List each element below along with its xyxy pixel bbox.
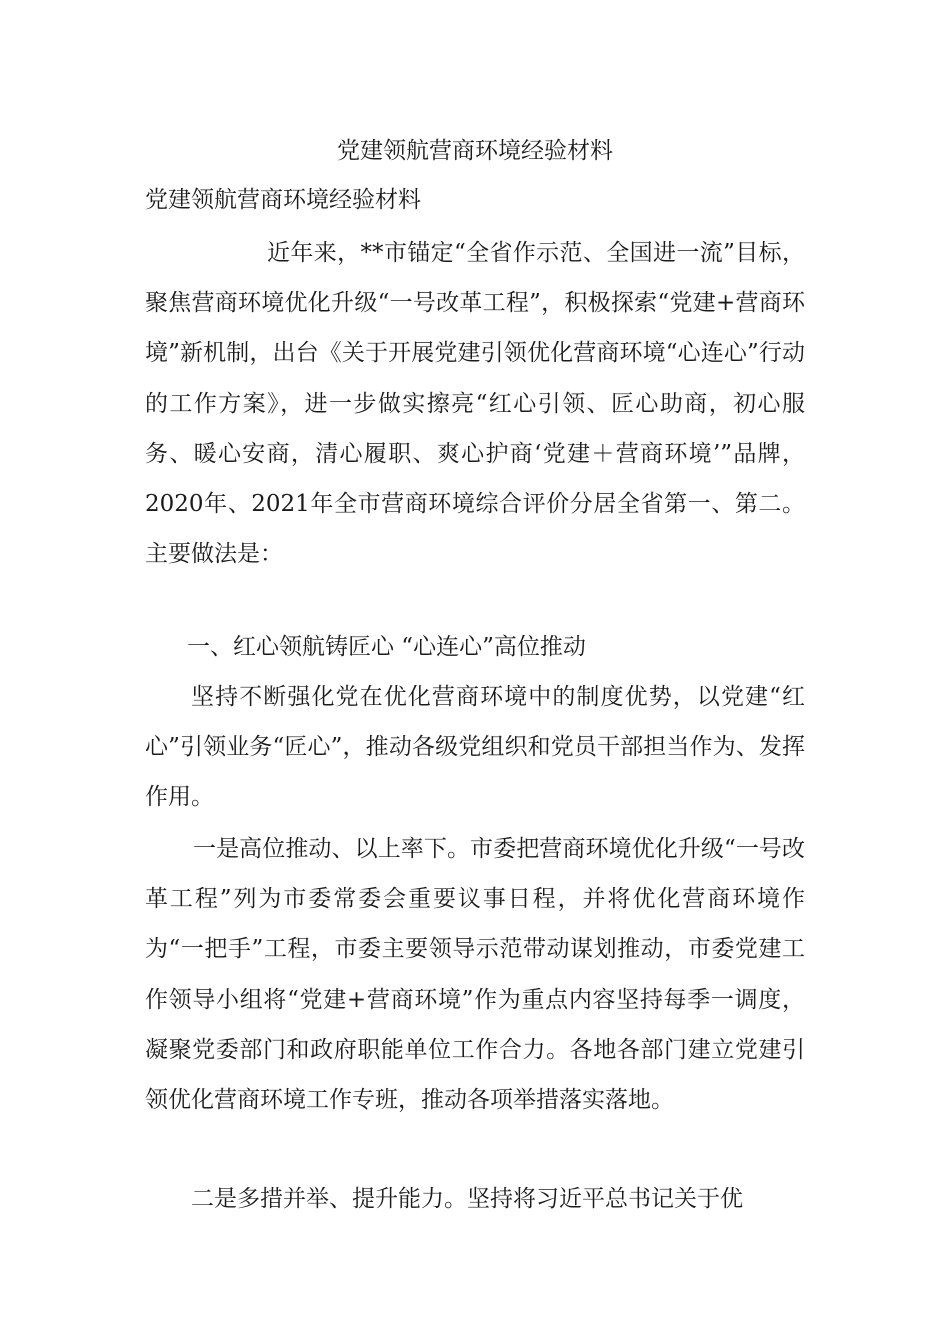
- intro-paragraph: 近年来，**市锚定“全省作示范、全国进一流”目标，聚焦营商环境优化升级“一号改革工程”，积极探索“党建+营商环境”新机制，出台《关于开展党建引领优化营商环境“心连心”行动的工作方案》，进一步做实擦亮“红心引领、匠心助商，初心服务、暖心安商，清心履职、爽心护商‘党建＋营商环境’”品牌，2020年、2021年全市营商环境综合评价分居全省第一、第二。主要做法是：: [145, 240, 805, 568]
- body-paragraph-3: 二是多措并举、提升能力。坚持将习近平总书记关于优: [191, 1186, 743, 1212]
- body-paragraph-1: 坚持不断强化党在优化营商环境中的制度优势，以党建“红心”引领业务“匠心”，推动各级党组织和党员干部担当作为、发挥作用。: [145, 684, 805, 811]
- document-title: 党建领航营商环境经验材料: [337, 138, 613, 164]
- body-paragraph-2: 一是高位推动、以上率下。市委把营商环境优化升级“一号改革工程”列为市委常委会重要议事日程，并将优化营商环境作为“一把手”工程，市委主要领导示范带动谋划推动，市委党建工作领导小组将“党建+营商环境”作为重点内容坚持每季一调度，凝聚党委部门和政府职能单位工作合力。各地各部门建立党建引领优化营商环境工作专班，推动各项举措落实落地。: [145, 836, 805, 1114]
- section-heading-1: 一、红心领航铸匠心 “心连心”高位推动: [187, 634, 586, 660]
- document-subtitle: 党建领航营商环境经验材料: [145, 187, 421, 213]
